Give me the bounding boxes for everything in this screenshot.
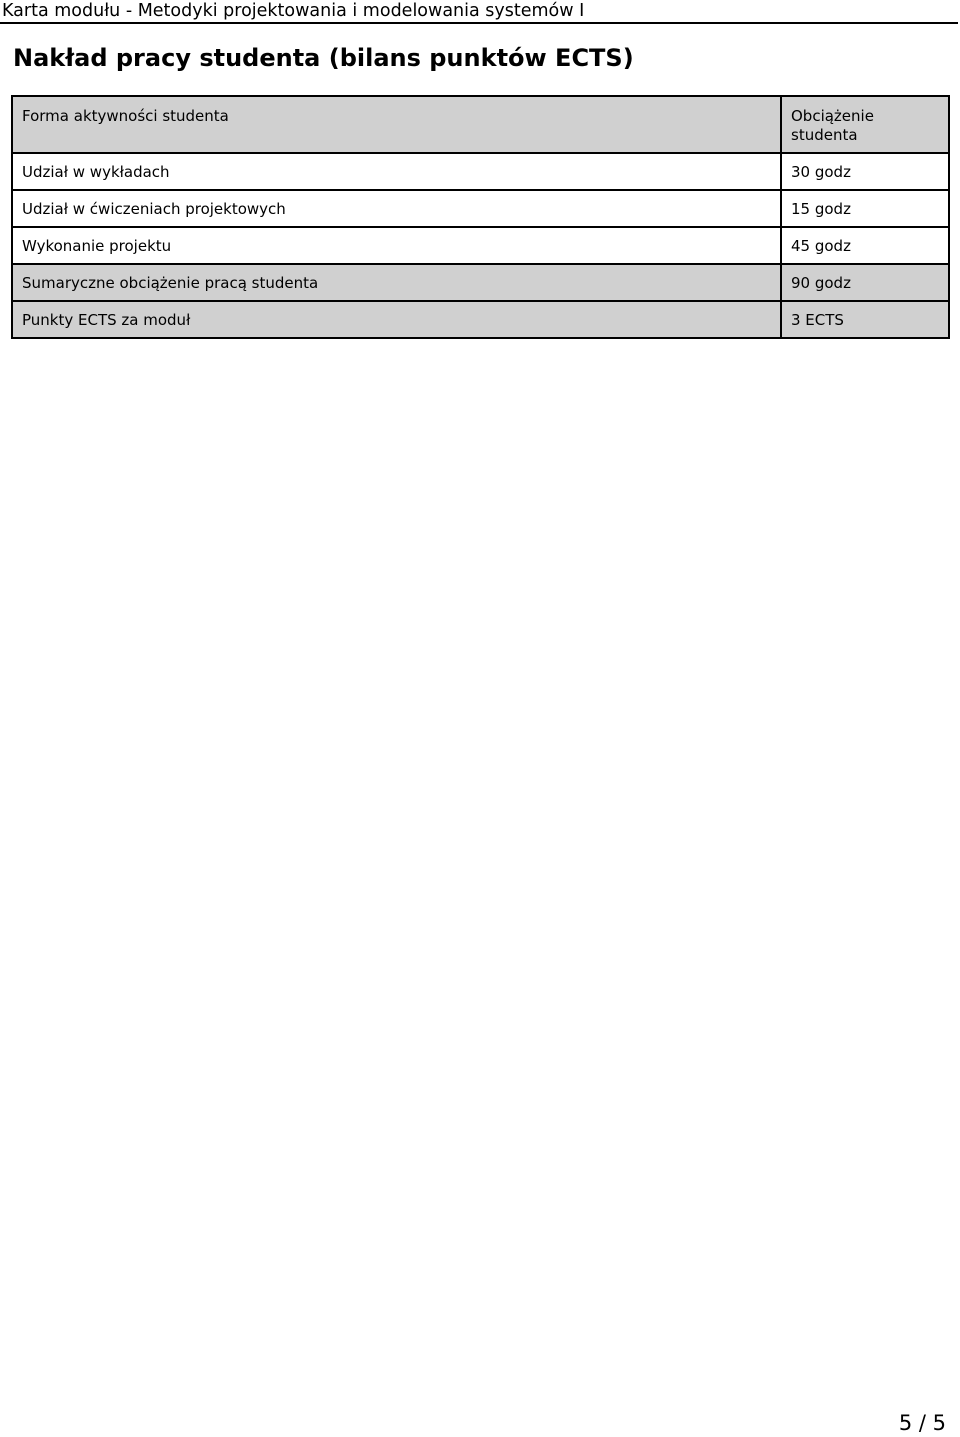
load-cell: 15 godz bbox=[781, 190, 949, 227]
load-cell: 45 godz bbox=[781, 227, 949, 264]
page-number: 5 / 5 bbox=[898, 1411, 946, 1435]
summary-row bbox=[12, 264, 949, 301]
table-row bbox=[12, 227, 949, 264]
table-header-row bbox=[12, 96, 949, 153]
activity-cell: Wykonanie projektu bbox=[12, 227, 781, 264]
section-title: Nakład pracy studenta (bilans punktów ECTS) bbox=[13, 44, 634, 72]
document-title: Karta modułu - Metodyki projektowania i modelowania systemów I bbox=[2, 1, 585, 21]
table-row bbox=[12, 190, 949, 227]
ects-label: Punkty ECTS za moduł bbox=[12, 301, 781, 338]
table-row bbox=[12, 153, 949, 190]
activity-cell: Udział w ćwiczeniach projektowych bbox=[12, 190, 781, 227]
activity-cell: Udział w wykładach bbox=[12, 153, 781, 190]
ects-row bbox=[12, 301, 949, 338]
summary-label: Sumaryczne obciążenie pracą studenta bbox=[12, 264, 781, 301]
column-header-load: Obciążenie studenta bbox=[781, 96, 949, 153]
ects-table bbox=[11, 95, 950, 339]
ects-value: 3 ECTS bbox=[781, 301, 949, 338]
load-cell: 30 godz bbox=[781, 153, 949, 190]
column-header-activity: Forma aktywności studenta bbox=[12, 96, 781, 153]
document-header bbox=[0, 0, 958, 24]
summary-value: 90 godz bbox=[781, 264, 949, 301]
